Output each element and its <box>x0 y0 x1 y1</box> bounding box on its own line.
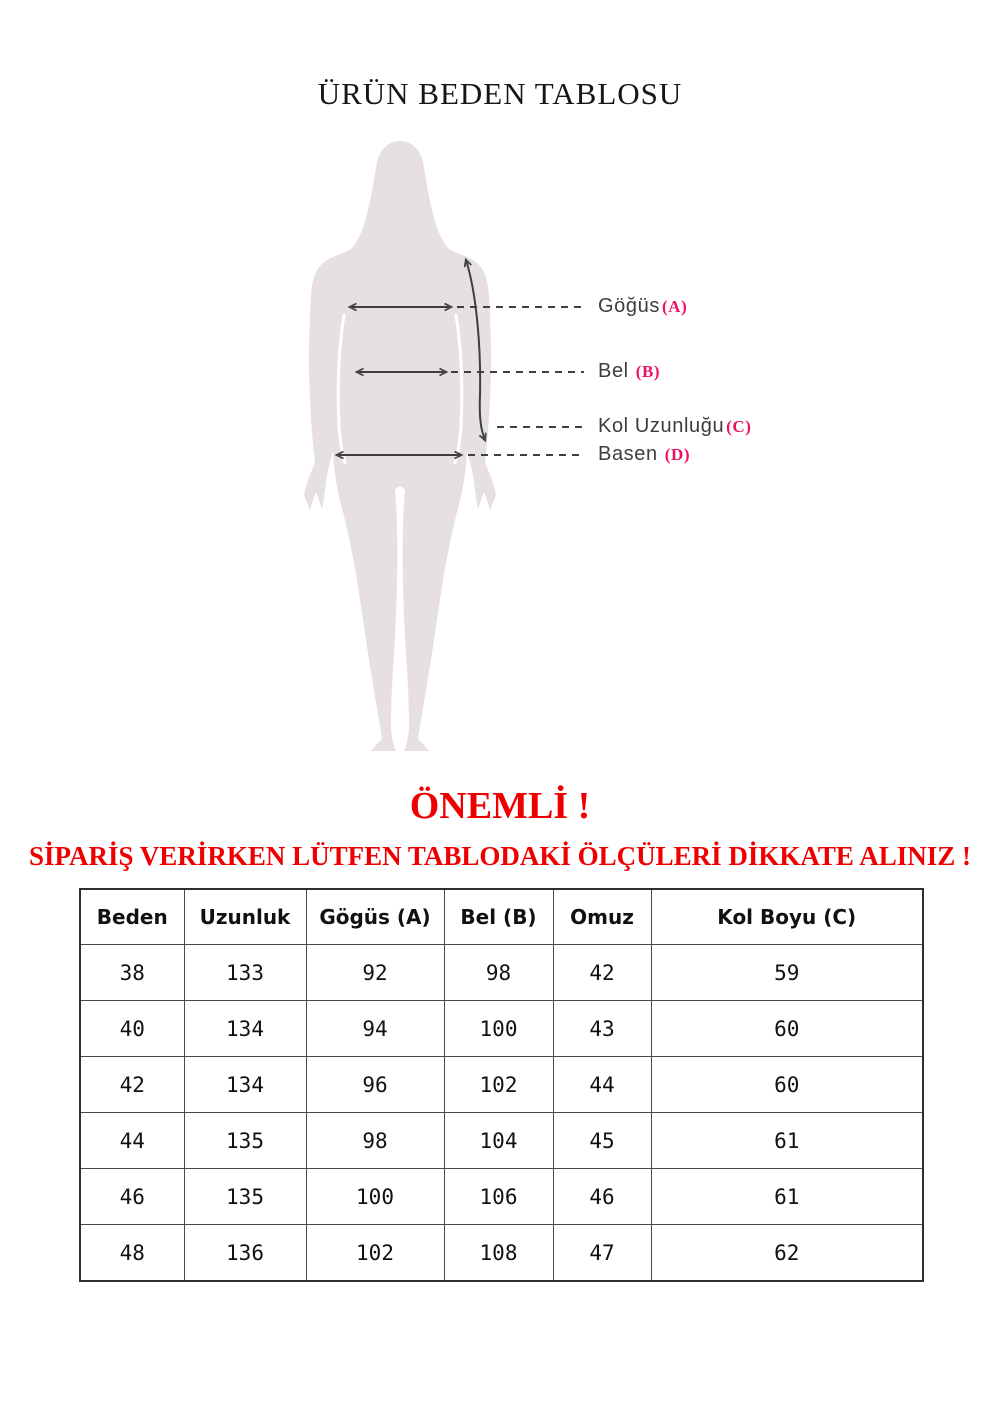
column-header: Beden <box>80 889 184 945</box>
table-row <box>80 1001 923 1057</box>
table-cell: 133 <box>184 945 306 1001</box>
table-cell: 42 <box>553 945 651 1001</box>
table-header-row <box>80 889 923 945</box>
table-cell: 62 <box>651 1225 923 1282</box>
table-cell: 46 <box>80 1169 184 1225</box>
table-cell: 108 <box>444 1225 553 1282</box>
measure-label-waist <box>598 360 660 383</box>
table-cell: 44 <box>80 1113 184 1169</box>
table-cell: 45 <box>553 1113 651 1169</box>
table-cell: 100 <box>306 1169 444 1225</box>
table-cell: 40 <box>80 1001 184 1057</box>
table-cell: 134 <box>184 1001 306 1057</box>
column-header: Kol Boyu (C) <box>651 889 923 945</box>
table-cell: 94 <box>306 1001 444 1057</box>
measure-label-sleeve-text: Kol Uzunluğu <box>598 415 725 437</box>
column-header: Gögüs (A) <box>306 889 444 945</box>
table-cell: 43 <box>553 1001 651 1057</box>
column-header: Bel (B) <box>444 889 553 945</box>
page-title: ÜRÜN BEDEN TABLOSU <box>317 76 683 111</box>
table-cell: 100 <box>444 1001 553 1057</box>
table-cell: 46 <box>553 1169 651 1225</box>
column-header: Uzunluk <box>184 889 306 945</box>
size-table <box>79 888 924 1282</box>
measure-label-waist-code: (B) <box>635 362 661 381</box>
measure-label-hip-text: Basen <box>598 443 658 465</box>
measure-label-chest <box>598 295 687 318</box>
table-cell: 38 <box>80 945 184 1001</box>
table-cell: 102 <box>444 1057 553 1113</box>
warning-heading: ÖNEMLİ ! <box>409 785 591 827</box>
table-cell: 42 <box>80 1057 184 1113</box>
table-cell: 60 <box>651 1057 923 1113</box>
table-cell: 96 <box>306 1057 444 1113</box>
table-cell: 98 <box>444 945 553 1001</box>
table-cell: 135 <box>184 1113 306 1169</box>
table-cell: 60 <box>651 1001 923 1057</box>
table-cell: 98 <box>306 1113 444 1169</box>
table-cell: 102 <box>306 1225 444 1282</box>
measure-label-chest-text: Göğüs <box>598 295 660 317</box>
table-cell: 47 <box>553 1225 651 1282</box>
body-silhouette <box>304 141 496 751</box>
measure-label-hip-code: (D) <box>664 445 691 464</box>
warning-message: SİPARİŞ VERİRKEN LÜTFEN TABLODAKİ ÖLÇÜLERİ DİKKATE ALINIZ ! <box>29 841 971 871</box>
table-cell: 61 <box>651 1113 923 1169</box>
measure-label-chest-code: (A) <box>661 297 688 316</box>
table-cell: 59 <box>651 945 923 1001</box>
table-cell: 61 <box>651 1169 923 1225</box>
table-cell: 92 <box>306 945 444 1001</box>
column-header: Omuz <box>553 889 651 945</box>
table-cell: 134 <box>184 1057 306 1113</box>
measure-label-sleeve <box>598 415 752 438</box>
table-cell: 44 <box>553 1057 651 1113</box>
table-cell: 106 <box>444 1169 553 1225</box>
measure-label-sleeve-code: (C) <box>726 417 752 436</box>
table-cell: 136 <box>184 1225 306 1282</box>
table-row <box>80 1057 923 1113</box>
table-row <box>80 1225 923 1282</box>
measure-label-hip <box>598 443 690 466</box>
table-row <box>80 945 923 1001</box>
table-cell: 48 <box>80 1225 184 1282</box>
table-cell: 104 <box>444 1113 553 1169</box>
table-row <box>80 1113 923 1169</box>
table-cell: 135 <box>184 1169 306 1225</box>
measure-label-waist-text: Bel <box>598 360 629 382</box>
table-row <box>80 1169 923 1225</box>
